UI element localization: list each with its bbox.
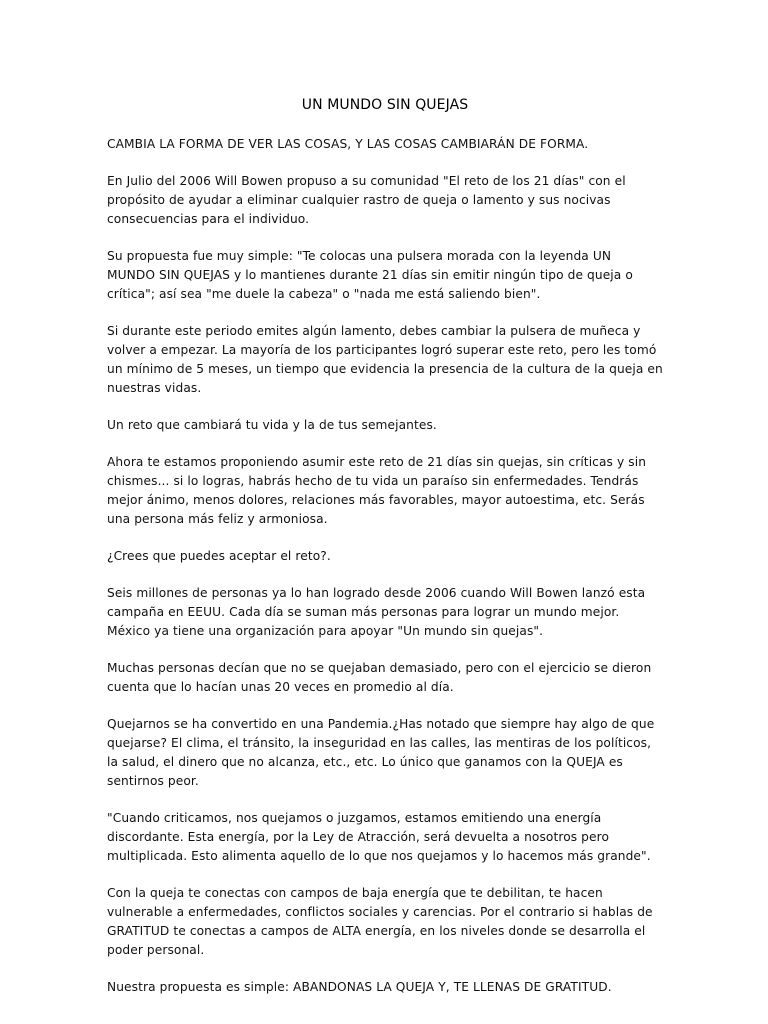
paragraph-slogan: CAMBIA LA FORMA DE VER LAS COSAS, Y LAS COSAS CAMBIARÁN DE FORMA. bbox=[107, 137, 589, 151]
paragraph-energy: Con la queja te conectas con campos de baja energía que te debilitan, te hacen vulnerable a enfermedades, conflictos sociales y carencias. Por el contrario si hablas de GRATITUD te conectas a campos de ALTA energía, en los niveles donde se desarrolla el poder personal. bbox=[107, 886, 653, 957]
paragraph-pandemic: Quejarnos se ha convertido en una Pandemia.¿Has notado que siempre hay algo de que quejarse? El clima, el tránsito, la inseguridad en las calles, las mentiras de los políticos, la salud, el dinero que no alcanza, etc., etc. Lo único que ganamos con la QUEJA es sentirnos peor. bbox=[107, 717, 655, 788]
paragraph-question: ¿Crees que puedes aceptar el reto?. bbox=[107, 549, 331, 563]
paragraph-challenge: Un reto que cambiará tu vida y la de tus semejantes. bbox=[107, 418, 437, 432]
document-body bbox=[107, 95, 663, 1015]
paragraph-quote: "Cuando criticamos, nos quejamos o juzgamos, estamos emitiendo una energía discordante. Esta energía, por la Ley de Atracción, será devuelta a nosotros pero multiplicada. Esto alimenta aquello de lo que nos quejamos y lo hacemos más grande". bbox=[107, 811, 651, 863]
paragraph-invitation: Ahora te estamos proponiendo asumir este reto de 21 días sin quejas, sin críticas y sin chismes... si lo logras, habrás hecho de tu vida un paraíso sin enfermedades. Tendrás mejor ánimo, menos dolores, relaciones más favorables, mayor autoestima, etc. Serás una persona más feliz y armoniosa. bbox=[107, 455, 647, 526]
paragraph-rules: Si durante este periodo emites algún lamento, debes cambiar la pulsera de muñeca y volver a empezar. La mayoría de los participantes logró superar este reto, pero les tomó un mínimo de 5 meses, un tiempo que evidencia la presencia de la cultura de la queja en nuestras vidas. bbox=[107, 324, 663, 395]
paragraph-origin: En Julio del 2006 Will Bowen propuso a su comunidad "El reto de los 21 días" con el propósito de ayudar a eliminar cualquier rastro de queja o lamento y sus nocivas consecuencias para el individuo. bbox=[107, 174, 626, 226]
document-title: UN MUNDO SIN QUEJAS bbox=[301, 97, 469, 113]
paragraph-statistics: Seis millones de personas ya lo han logrado desde 2006 cuando Will Bowen lanzó esta campaña en EEUU. Cada día se suman más personas para lograr un mundo mejor. México ya tiene una organización para apoyar "Un mundo sin quejas". bbox=[107, 586, 646, 638]
paragraph-frequency: Muchas personas decían que no se quejaban demasiado, pero con el ejercicio se dieron cuenta que lo hacían unas 20 veces en promedio al día. bbox=[107, 661, 652, 694]
paragraph-conclusion: Nuestra propuesta es simple: ABANDONAS LA QUEJA Y, TE LLENAS DE GRATITUD. bbox=[107, 980, 612, 994]
paragraph-proposal: Su propuesta fue muy simple: "Te colocas una pulsera morada con la leyenda UN MUNDO SIN QUEJAS y lo mantienes durante 21 días sin emitir ningún tipo de queja o crítica"; así sea "me duele la cabeza" o "nada me está saliendo bien". bbox=[107, 249, 633, 301]
